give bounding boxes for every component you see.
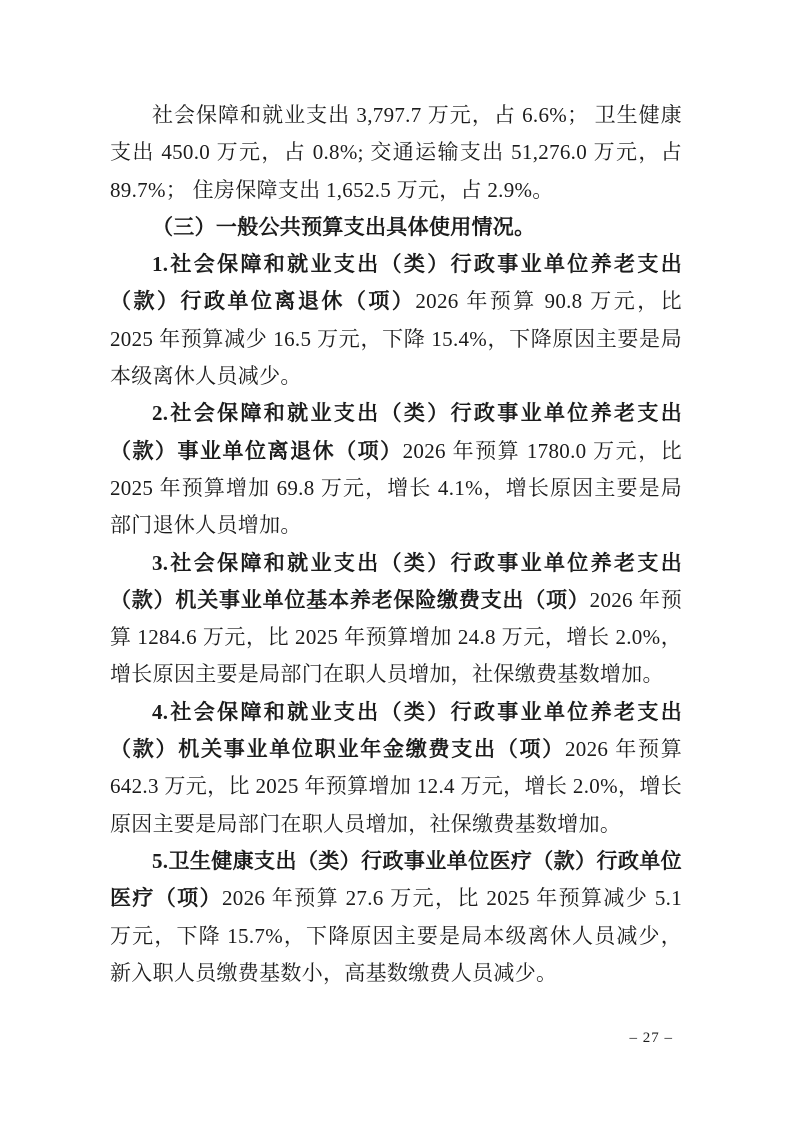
budget-item-5-detail: 2026 年预算 27.6 万元，比 2025 年预算减少 5.1 万元，下降 15.7%，下降原因主要是局本级离休人员减少，新入职人员缴费基数小，高基数缴费人员减少。	[110, 886, 683, 985]
section-heading: （三）一般公共预算支出具体使用情况。	[152, 214, 536, 239]
budget-item-4-detail: 2026 年预算 642.3 万元，比 2025 年预算增加 12.4 万元，增长 2.0%，增长原因主要是局部门在职人员增加，社保缴费基数增加。	[110, 737, 682, 836]
budget-item-4-title: 4.社会保障和就业支出（类）行政事业单位养老支出（款）机关事业单位职业年金缴费支出（项）	[110, 699, 682, 762]
budget-item-3-title: 3.社会保障和就业支出（类）行政事业单位养老支出（款）机关事业单位基本养老保险缴费支出（项）	[110, 550, 682, 612]
budget-item-4	[110, 694, 682, 843]
budget-item-1-title: 1.社会保障和就业支出（类）行政事业单位养老支出（款）行政单位离退休（项）	[110, 252, 682, 314]
budget-item-2	[110, 395, 682, 544]
budget-item-2-title: 2.社会保障和就业支出（类）行政事业单位养老支出（款）事业单位离退休（项）	[110, 401, 682, 463]
document-body	[110, 97, 682, 992]
budget-item-5	[110, 843, 682, 992]
budget-item-1-detail: 2026 年预算 90.8 万元，比 2025 年预算减少 16.5 万元，下降 15.4%，下降原因主要是局本级离休人员减少。	[110, 289, 682, 389]
budget-item-3-detail: 2026 年预算 1284.6 万元，比 2025 年预算增加 24.8 万元，增长 2.0%，增长原因主要是局部门在职人员增加，社保缴费基数增加。	[110, 587, 682, 687]
budget-item-2-detail: 2026 年预算 1780.0 万元，比 2025 年预算增加 69.8 万元，增长 4.1%，增长原因主要是局部门退休人员增加。	[110, 438, 683, 538]
page-number: – 27 –	[629, 1030, 673, 1046]
intro-paragraph: 社会保障和就业支出 3,797.7 万元，占 6.6%； 卫生健康支出 450.0 万元，占 0.8%; 交通运输支出 51,276.0 万元，占 89.7%； 住房保障支出 1,652.5 万元，占 2.9%。	[110, 103, 682, 202]
budget-item-3	[110, 545, 682, 694]
budget-item-1	[110, 246, 682, 395]
budget-item-5-title: 5.卫生健康支出（类）行政事业单位医疗（款）行政单位医疗（项）	[110, 848, 682, 911]
